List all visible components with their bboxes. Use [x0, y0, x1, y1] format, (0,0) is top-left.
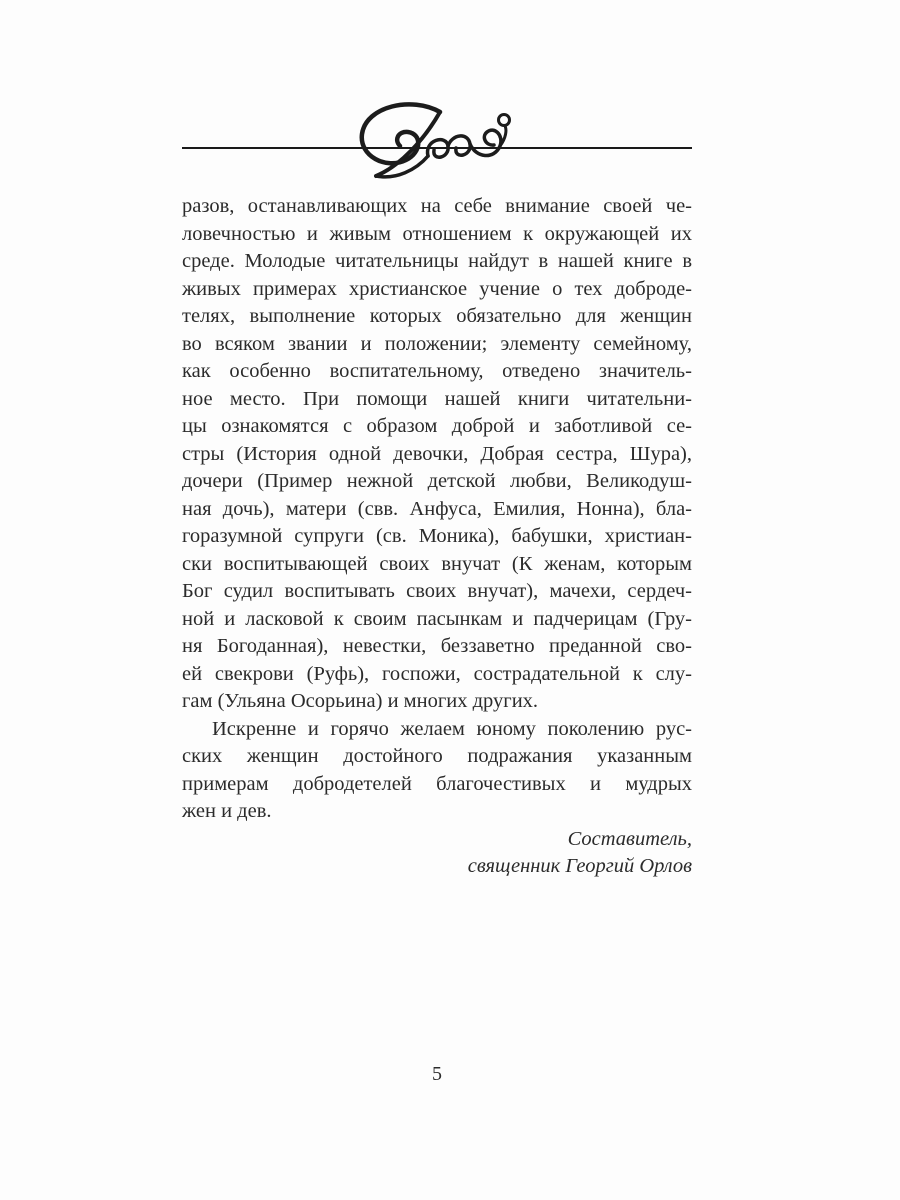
- body-text: [182, 193, 692, 881]
- text-line: ски воспитывающей своих внучат (К женам, которым: [182, 552, 692, 575]
- text-line: жен и дев.: [182, 800, 272, 822]
- text-line: примерам добродетелей благочестивых и мудрых: [182, 772, 692, 795]
- text-line: дочери (Пример нежной детской любви, Великодуш-: [182, 470, 692, 492]
- text-line: ей свекрови (Руфь), госпожи, сострадательной к слу-: [182, 662, 692, 685]
- text-line: стры (История одной девочки, Добрая сестра, Шура),: [182, 442, 692, 465]
- text-line: цы ознакомятся с образом доброй и заботливой се-: [182, 415, 692, 437]
- paragraphs: [182, 193, 692, 826]
- text-line: как особенно воспитательному, отведено значитель-: [182, 360, 692, 382]
- attribution: [182, 826, 692, 881]
- text-line: Искренне и горячо желаем юному поколению рус-: [212, 717, 692, 740]
- calligraphic-flourish-icon: [352, 100, 532, 185]
- text-line: ловечностью и живым отношением к окружающей их: [182, 222, 692, 245]
- text-line: ная дочь), матери (свв. Анфуса, Емилия, Нонна), бла-: [182, 497, 692, 520]
- text-line: ной и ласковой к своим пасынкам и падчерицам (Гру-: [182, 607, 692, 630]
- text-line: телях, выполнение которых обязательно для женщин: [182, 305, 692, 327]
- text-line: гам (Ульяна Осорьина) и многих других.: [182, 690, 539, 712]
- text-line: среде. Молодые читательницы найдут в нашей книге в: [182, 250, 692, 272]
- attribution-role: Составитель,: [567, 827, 692, 850]
- text-line: живых примерах христианское учение о тех доброде-: [182, 277, 692, 300]
- text-line: ских женщин достойного подражания указанным: [182, 745, 692, 767]
- text-line: во всяком звании и положении; элементу семейному,: [182, 332, 692, 355]
- text-line: разов, останавливающих на себе внимание своей че-: [182, 195, 692, 217]
- text-line: ное место. При помощи нашей книги читательни-: [182, 387, 692, 410]
- attribution-author: священник Георгий Орлов: [467, 855, 692, 877]
- text-line: ня Богоданная), невестки, беззаветно преданной сво-: [182, 635, 692, 657]
- text-line: Бог судил воспитывать своих внучат), мачехи, сердеч-: [182, 580, 692, 602]
- text-line: горазумной супруги (св. Моника), бабушки, христиан-: [182, 525, 692, 547]
- page-number: 5: [432, 1063, 442, 1085]
